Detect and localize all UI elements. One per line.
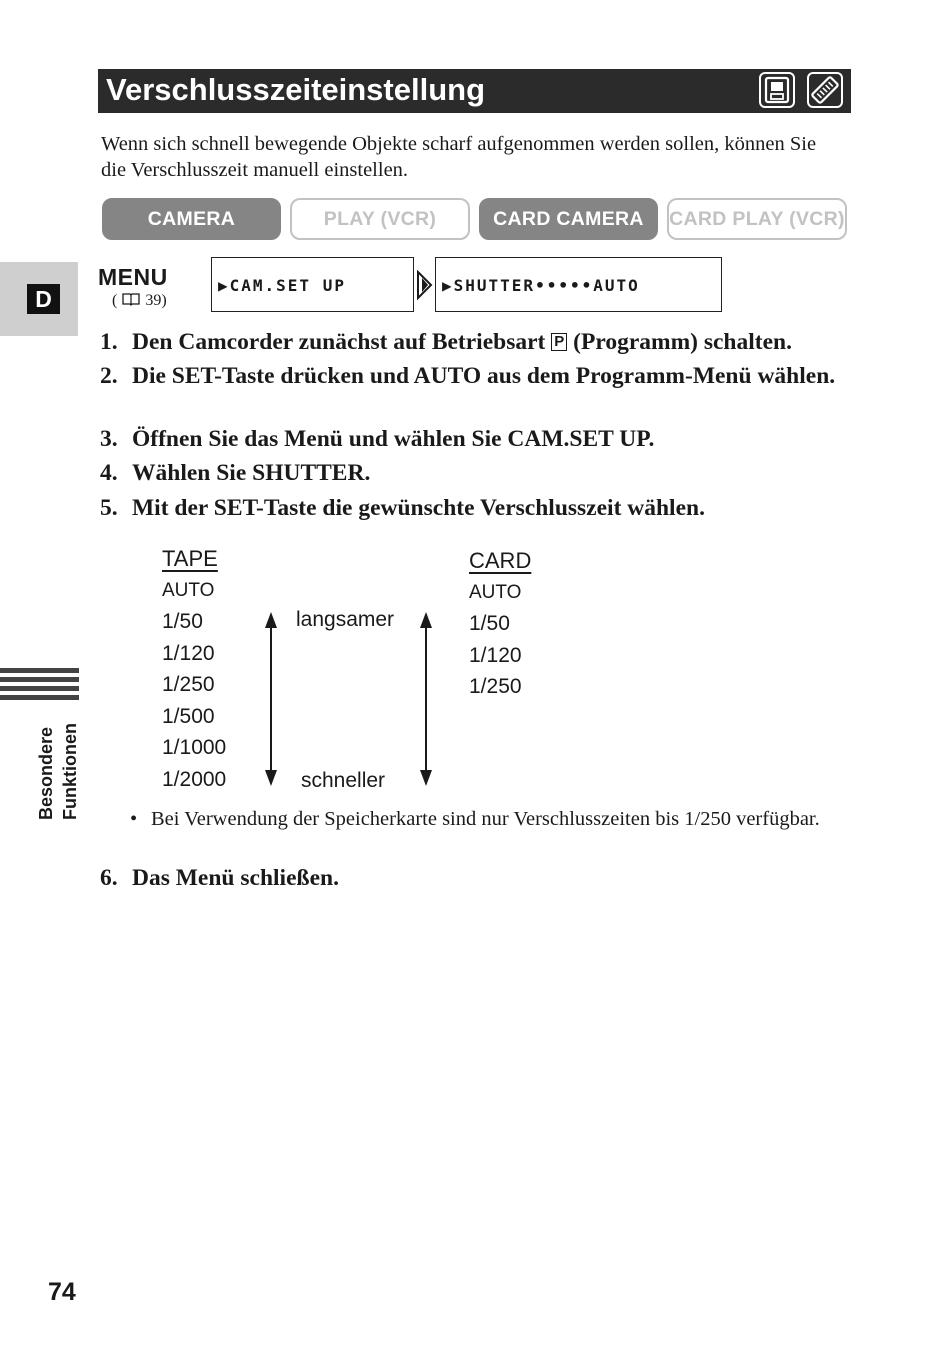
step-text: Wählen Sie SHUTTER. — [132, 460, 371, 486]
step-text: Den Camcorder zunächst auf Betriebsart — [132, 329, 546, 355]
step-text-after: (Programm) schalten. — [573, 329, 792, 355]
step-4 — [100, 459, 860, 488]
page-title: Verschlusszeiteinstellung — [106, 72, 486, 107]
intro-text: Wenn sich schnell bewegende Objekte scharf aufgenommen werden sollen, können Sie die Verschlusszeit manuell einstellen. — [101, 133, 817, 181]
card-note-text: Bei Verwendung der Speicherkarte sind nur Verschlusszeiten bis 1/250 verfügbar. — [151, 808, 820, 830]
step-2 — [100, 362, 860, 391]
tape-value: 1/250 — [162, 673, 215, 696]
card-camera-icon — [807, 72, 843, 108]
slower-label: langsamer — [296, 608, 395, 631]
bullet-mark: • — [130, 808, 138, 830]
step-number: 5. — [100, 495, 118, 521]
tape-value: 1/2000 — [162, 768, 227, 791]
step-text: Die SET-Taste drücken und AUTO aus dem Programm-Menü wählen. — [132, 363, 836, 389]
card-value: 1/50 — [469, 612, 510, 635]
title-bar — [98, 69, 851, 113]
card-header: CARD — [469, 548, 532, 573]
tape-value: 1/500 — [162, 705, 215, 728]
menu-display-shutter: ▶SHUTTER•••••AUTO — [435, 257, 722, 312]
menu-label: MENU — [98, 264, 168, 290]
card-range-arrow-icon — [417, 610, 435, 788]
step-text: Mit der SET-Taste die gewünschte Verschlusszeit wählen. — [132, 495, 705, 521]
section-label — [34, 690, 84, 820]
language-tab — [0, 262, 78, 336]
tape-header: TAPE — [162, 546, 218, 571]
step-number: 6. — [100, 865, 118, 891]
card-value: 1/250 — [469, 675, 522, 698]
section-rule — [0, 677, 79, 682]
card-note — [130, 807, 830, 832]
step-1 — [100, 328, 860, 357]
step-number: 3. — [100, 426, 118, 452]
ref-open: ( — [112, 292, 118, 309]
program-mode-icon: P — [551, 333, 567, 351]
camcorder-tape-icon — [759, 72, 795, 108]
book-icon — [121, 292, 141, 306]
section-label-line2: Funktionen — [60, 723, 80, 820]
card-value: 1/120 — [469, 644, 522, 667]
section-rule — [0, 668, 79, 673]
page-number: 74 — [48, 1278, 76, 1306]
mode-play-vcr: PLAY (VCR) — [290, 198, 470, 240]
card-value: AUTO — [469, 582, 522, 603]
menu-next-arrow-icon — [416, 270, 434, 300]
mode-card-camera: CARD CAMERA — [479, 198, 658, 240]
step-number: 4. — [100, 460, 118, 486]
tape-range-arrow-icon — [262, 610, 280, 788]
step-6 — [100, 864, 860, 893]
section-label-line1: Besondere — [36, 726, 56, 820]
menu-page-reference — [112, 292, 167, 310]
menu-display-camsetup: ▶CAM.SET UP — [211, 257, 414, 312]
faster-label: schneller — [301, 769, 386, 792]
tape-value: 1/120 — [162, 642, 215, 665]
step-5 — [100, 494, 860, 523]
step-number: 1. — [100, 329, 118, 355]
ref-page: 39) — [145, 292, 167, 309]
step-3 — [100, 425, 860, 454]
language-tab-letter: D — [27, 284, 60, 314]
step-text: Öffnen Sie das Menü und wählen Sie CAM.SET UP. — [132, 426, 655, 452]
step-number: 2. — [100, 363, 118, 389]
mode-card-play-vcr: CARD PLAY (VCR) — [667, 198, 847, 240]
tape-value: 1/50 — [162, 610, 203, 633]
step-text: Das Menü schließen. — [132, 865, 339, 891]
tape-value: AUTO — [162, 580, 215, 601]
mode-camera: CAMERA — [102, 198, 281, 240]
tape-value: 1/1000 — [162, 736, 227, 759]
